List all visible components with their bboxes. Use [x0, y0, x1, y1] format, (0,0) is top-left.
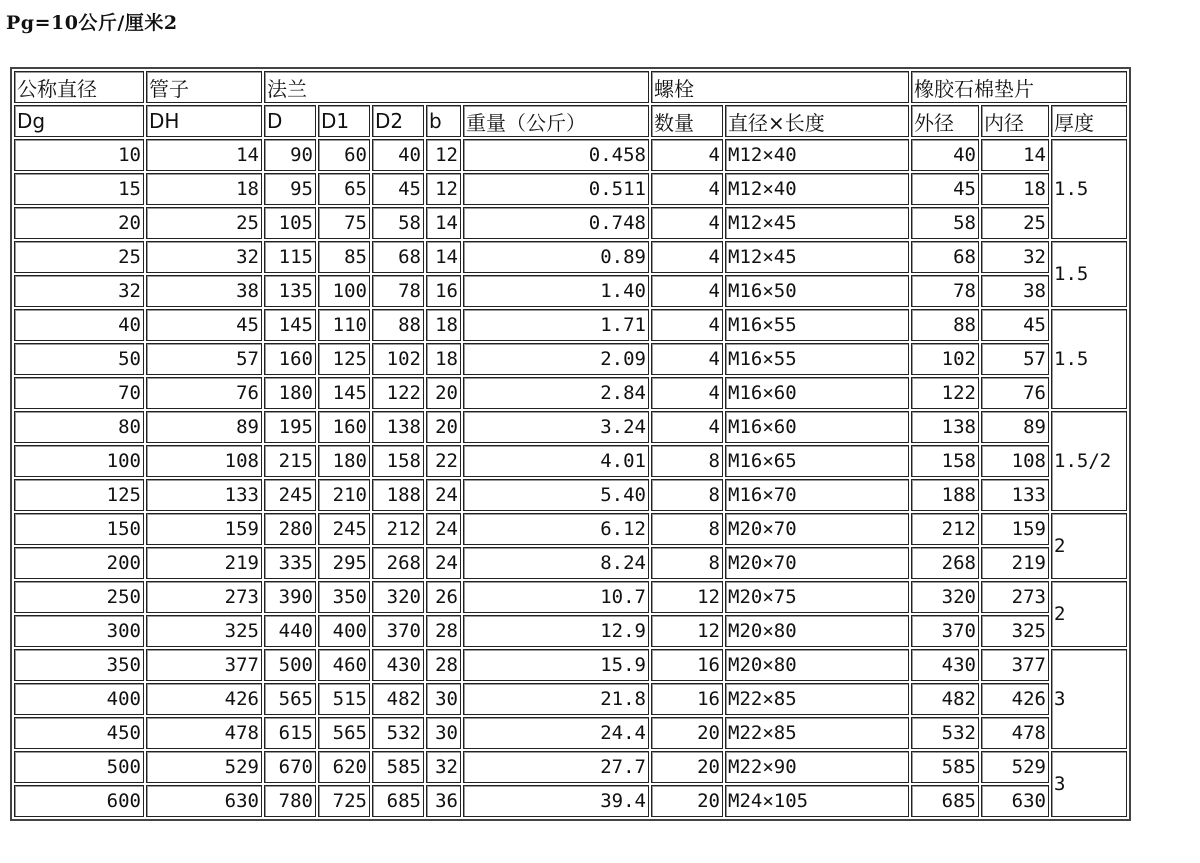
cell-dg: 20 — [14, 207, 144, 239]
cell-outer-diameter: 320 — [911, 581, 979, 613]
cell-bolt-count: 4 — [651, 207, 723, 239]
cell-dg: 300 — [14, 615, 144, 647]
cell-bolt-size: M12×40 — [725, 173, 909, 205]
cell-b: 28 — [426, 649, 461, 681]
cell-d1: 145 — [318, 377, 370, 409]
cell-bolt-size: M22×85 — [725, 717, 909, 749]
cell-weight: 21.8 — [463, 683, 649, 715]
header-d2: D2 — [372, 105, 424, 137]
table-row — [14, 139, 1127, 171]
cell-d: 135 — [264, 275, 316, 307]
cell-bolt-size: M16×60 — [725, 377, 909, 409]
table-row — [14, 207, 1127, 239]
cell-dh: 38 — [146, 275, 262, 307]
header-thickness: 厚度 — [1051, 105, 1127, 137]
cell-b: 30 — [426, 717, 461, 749]
cell-dg: 125 — [14, 479, 144, 511]
cell-d: 145 — [264, 309, 316, 341]
cell-d1: 400 — [318, 615, 370, 647]
table-row — [14, 275, 1127, 307]
cell-thickness: 1.5 — [1051, 241, 1127, 307]
cell-bolt-count: 4 — [651, 275, 723, 307]
cell-d1: 85 — [318, 241, 370, 273]
cell-d2: 212 — [372, 513, 424, 545]
cell-dh: 325 — [146, 615, 262, 647]
cell-outer-diameter: 482 — [911, 683, 979, 715]
cell-b: 14 — [426, 207, 461, 239]
header-inner-diameter: 内径 — [981, 105, 1049, 137]
cell-b: 24 — [426, 513, 461, 545]
cell-inner-diameter: 325 — [981, 615, 1049, 647]
cell-d1: 565 — [318, 717, 370, 749]
cell-outer-diameter: 370 — [911, 615, 979, 647]
cell-thickness: 1.5 — [1051, 139, 1127, 239]
cell-d1: 110 — [318, 309, 370, 341]
cell-bolt-size: M16×55 — [725, 309, 909, 341]
cell-inner-diameter: 159 — [981, 513, 1049, 545]
table-row — [14, 377, 1127, 409]
cell-dh: 426 — [146, 683, 262, 715]
table-row — [14, 309, 1127, 341]
cell-bolt-size: M16×50 — [725, 275, 909, 307]
cell-bolt-count: 8 — [651, 479, 723, 511]
cell-weight: 12.9 — [463, 615, 649, 647]
cell-d1: 160 — [318, 411, 370, 443]
cell-dh: 25 — [146, 207, 262, 239]
cell-bolt-count: 4 — [651, 377, 723, 409]
header-group-row — [14, 71, 1127, 103]
cell-inner-diameter: 57 — [981, 343, 1049, 375]
cell-d2: 430 — [372, 649, 424, 681]
cell-bolt-size: M16×55 — [725, 343, 909, 375]
cell-inner-diameter: 273 — [981, 581, 1049, 613]
cell-dh: 14 — [146, 139, 262, 171]
cell-outer-diameter: 88 — [911, 309, 979, 341]
header-b: b — [426, 105, 461, 137]
cell-dg: 600 — [14, 785, 144, 817]
cell-d1: 100 — [318, 275, 370, 307]
cell-bolt-count: 16 — [651, 683, 723, 715]
cell-d: 670 — [264, 751, 316, 783]
cell-d1: 180 — [318, 445, 370, 477]
cell-dg: 450 — [14, 717, 144, 749]
table-row — [14, 343, 1127, 375]
cell-weight: 1.71 — [463, 309, 649, 341]
cell-outer-diameter: 212 — [911, 513, 979, 545]
cell-bolt-count: 8 — [651, 547, 723, 579]
cell-b: 26 — [426, 581, 461, 613]
header-outer-diameter: 外径 — [911, 105, 979, 137]
cell-dh: 133 — [146, 479, 262, 511]
header-bolt-count: 数量 — [651, 105, 723, 137]
cell-weight: 2.09 — [463, 343, 649, 375]
page-title: Pg=10公斤/厘米2 — [6, 12, 178, 34]
cell-bolt-count: 4 — [651, 173, 723, 205]
cell-thickness: 2 — [1051, 581, 1127, 647]
table-row — [14, 411, 1127, 443]
table-row — [14, 581, 1127, 613]
table-row — [14, 751, 1127, 783]
cell-inner-diameter: 45 — [981, 309, 1049, 341]
cell-d2: 268 — [372, 547, 424, 579]
cell-b: 18 — [426, 309, 461, 341]
cell-bolt-count: 12 — [651, 581, 723, 613]
cell-weight: 6.12 — [463, 513, 649, 545]
cell-inner-diameter: 377 — [981, 649, 1049, 681]
cell-d2: 102 — [372, 343, 424, 375]
cell-outer-diameter: 532 — [911, 717, 979, 749]
cell-bolt-size: M16×70 — [725, 479, 909, 511]
cell-dh: 57 — [146, 343, 262, 375]
cell-dg: 350 — [14, 649, 144, 681]
cell-d1: 210 — [318, 479, 370, 511]
cell-weight: 15.9 — [463, 649, 649, 681]
table-row — [14, 547, 1127, 579]
cell-d: 95 — [264, 173, 316, 205]
cell-outer-diameter: 268 — [911, 547, 979, 579]
cell-bolt-count: 4 — [651, 309, 723, 341]
table-row — [14, 173, 1127, 205]
cell-dh: 630 — [146, 785, 262, 817]
header-gasket: 橡胶石棉垫片 — [911, 71, 1127, 103]
cell-d1: 245 — [318, 513, 370, 545]
cell-bolt-count: 4 — [651, 411, 723, 443]
cell-weight: 2.84 — [463, 377, 649, 409]
cell-bolt-size: M22×85 — [725, 683, 909, 715]
cell-bolt-size: M20×80 — [725, 615, 909, 647]
cell-outer-diameter: 158 — [911, 445, 979, 477]
cell-thickness: 2 — [1051, 513, 1127, 579]
header-d: D — [264, 105, 316, 137]
cell-weight: 27.7 — [463, 751, 649, 783]
cell-b: 20 — [426, 377, 461, 409]
cell-weight: 0.748 — [463, 207, 649, 239]
cell-d2: 45 — [372, 173, 424, 205]
cell-thickness: 1.5 — [1051, 309, 1127, 409]
cell-weight: 8.24 — [463, 547, 649, 579]
cell-dg: 100 — [14, 445, 144, 477]
cell-bolt-size: M20×70 — [725, 513, 909, 545]
cell-outer-diameter: 40 — [911, 139, 979, 171]
cell-dg: 40 — [14, 309, 144, 341]
cell-d1: 350 — [318, 581, 370, 613]
header-bolt-size: 直径×长度 — [725, 105, 909, 137]
cell-inner-diameter: 426 — [981, 683, 1049, 715]
cell-d: 440 — [264, 615, 316, 647]
cell-inner-diameter: 14 — [981, 139, 1049, 171]
cell-dg: 80 — [14, 411, 144, 443]
cell-dh: 377 — [146, 649, 262, 681]
cell-d1: 75 — [318, 207, 370, 239]
cell-d2: 40 — [372, 139, 424, 171]
cell-inner-diameter: 32 — [981, 241, 1049, 273]
table-row — [14, 785, 1127, 817]
cell-thickness: 3 — [1051, 649, 1127, 749]
cell-weight: 0.511 — [463, 173, 649, 205]
cell-bolt-count: 4 — [651, 241, 723, 273]
cell-outer-diameter: 45 — [911, 173, 979, 205]
cell-bolt-size: M12×45 — [725, 207, 909, 239]
cell-bolt-size: M24×105 — [725, 785, 909, 817]
cell-outer-diameter: 585 — [911, 751, 979, 783]
cell-d: 215 — [264, 445, 316, 477]
cell-d: 115 — [264, 241, 316, 273]
cell-bolt-count: 12 — [651, 615, 723, 647]
cell-outer-diameter: 188 — [911, 479, 979, 511]
table-row — [14, 445, 1127, 477]
cell-b: 12 — [426, 173, 461, 205]
cell-dh: 529 — [146, 751, 262, 783]
cell-d2: 320 — [372, 581, 424, 613]
cell-b: 22 — [426, 445, 461, 477]
cell-b: 24 — [426, 479, 461, 511]
cell-d: 500 — [264, 649, 316, 681]
cell-bolt-count: 4 — [651, 343, 723, 375]
cell-b: 14 — [426, 241, 461, 273]
cell-inner-diameter: 108 — [981, 445, 1049, 477]
cell-d: 180 — [264, 377, 316, 409]
cell-dg: 25 — [14, 241, 144, 273]
header-dh: DH — [146, 105, 262, 137]
table-row — [14, 513, 1127, 545]
cell-outer-diameter: 102 — [911, 343, 979, 375]
cell-d2: 188 — [372, 479, 424, 511]
cell-dh: 18 — [146, 173, 262, 205]
cell-dh: 219 — [146, 547, 262, 579]
cell-dg: 200 — [14, 547, 144, 579]
cell-d1: 460 — [318, 649, 370, 681]
cell-inner-diameter: 25 — [981, 207, 1049, 239]
table-row — [14, 649, 1127, 681]
cell-d2: 532 — [372, 717, 424, 749]
cell-d2: 122 — [372, 377, 424, 409]
cell-weight: 4.01 — [463, 445, 649, 477]
cell-d1: 295 — [318, 547, 370, 579]
cell-inner-diameter: 38 — [981, 275, 1049, 307]
cell-dh: 159 — [146, 513, 262, 545]
cell-b: 36 — [426, 785, 461, 817]
cell-thickness: 1.5/2 — [1051, 411, 1127, 511]
cell-b: 28 — [426, 615, 461, 647]
cell-bolt-size: M20×75 — [725, 581, 909, 613]
cell-dg: 500 — [14, 751, 144, 783]
cell-b: 30 — [426, 683, 461, 715]
cell-d1: 65 — [318, 173, 370, 205]
cell-dh: 108 — [146, 445, 262, 477]
cell-weight: 0.458 — [463, 139, 649, 171]
cell-inner-diameter: 478 — [981, 717, 1049, 749]
cell-bolt-size: M16×65 — [725, 445, 909, 477]
cell-weight: 3.24 — [463, 411, 649, 443]
header-dg: Dg — [14, 105, 144, 137]
cell-dg: 50 — [14, 343, 144, 375]
cell-bolt-count: 8 — [651, 445, 723, 477]
cell-d2: 68 — [372, 241, 424, 273]
cell-dg: 10 — [14, 139, 144, 171]
cell-bolt-size: M20×80 — [725, 649, 909, 681]
cell-bolt-count: 20 — [651, 717, 723, 749]
cell-d: 615 — [264, 717, 316, 749]
table-row — [14, 241, 1127, 273]
cell-weight: 10.7 — [463, 581, 649, 613]
cell-thickness: 3 — [1051, 751, 1127, 817]
cell-d1: 125 — [318, 343, 370, 375]
cell-d: 780 — [264, 785, 316, 817]
cell-d: 565 — [264, 683, 316, 715]
cell-d: 160 — [264, 343, 316, 375]
cell-b: 18 — [426, 343, 461, 375]
header-flange: 法兰 — [264, 71, 649, 103]
cell-bolt-count: 16 — [651, 649, 723, 681]
cell-b: 32 — [426, 751, 461, 783]
cell-b: 24 — [426, 547, 461, 579]
header-pipe: 管子 — [146, 71, 262, 103]
cell-bolt-size: M12×45 — [725, 241, 909, 273]
cell-inner-diameter: 630 — [981, 785, 1049, 817]
cell-d2: 138 — [372, 411, 424, 443]
cell-d2: 88 — [372, 309, 424, 341]
cell-d1: 515 — [318, 683, 370, 715]
cell-d1: 60 — [318, 139, 370, 171]
cell-d1: 725 — [318, 785, 370, 817]
cell-d: 245 — [264, 479, 316, 511]
cell-inner-diameter: 76 — [981, 377, 1049, 409]
cell-inner-diameter: 89 — [981, 411, 1049, 443]
cell-d: 105 — [264, 207, 316, 239]
cell-inner-diameter: 133 — [981, 479, 1049, 511]
table-row — [14, 479, 1127, 511]
cell-dh: 478 — [146, 717, 262, 749]
cell-outer-diameter: 685 — [911, 785, 979, 817]
cell-dg: 32 — [14, 275, 144, 307]
cell-outer-diameter: 78 — [911, 275, 979, 307]
cell-d2: 585 — [372, 751, 424, 783]
table-row — [14, 683, 1127, 715]
cell-dh: 45 — [146, 309, 262, 341]
cell-bolt-count: 8 — [651, 513, 723, 545]
cell-weight: 39.4 — [463, 785, 649, 817]
cell-weight: 0.89 — [463, 241, 649, 273]
cell-bolt-size: M16×60 — [725, 411, 909, 443]
cell-d1: 620 — [318, 751, 370, 783]
cell-bolt-count: 4 — [651, 139, 723, 171]
cell-d: 390 — [264, 581, 316, 613]
cell-d: 90 — [264, 139, 316, 171]
table-row — [14, 615, 1127, 647]
cell-outer-diameter: 430 — [911, 649, 979, 681]
cell-b: 16 — [426, 275, 461, 307]
cell-d2: 78 — [372, 275, 424, 307]
cell-dh: 76 — [146, 377, 262, 409]
header-bolt: 螺栓 — [651, 71, 909, 103]
cell-dg: 150 — [14, 513, 144, 545]
cell-bolt-size: M22×90 — [725, 751, 909, 783]
cell-bolt-size: M20×70 — [725, 547, 909, 579]
header-nominal-diameter: 公称直径 — [14, 71, 144, 103]
cell-outer-diameter: 68 — [911, 241, 979, 273]
cell-weight: 24.4 — [463, 717, 649, 749]
cell-bolt-size: M12×40 — [725, 139, 909, 171]
cell-b: 12 — [426, 139, 461, 171]
cell-d2: 158 — [372, 445, 424, 477]
cell-inner-diameter: 529 — [981, 751, 1049, 783]
cell-d: 280 — [264, 513, 316, 545]
header-weight: 重量（公斤） — [463, 105, 649, 137]
cell-d: 335 — [264, 547, 316, 579]
cell-outer-diameter: 138 — [911, 411, 979, 443]
cell-weight: 5.40 — [463, 479, 649, 511]
cell-outer-diameter: 58 — [911, 207, 979, 239]
cell-inner-diameter: 219 — [981, 547, 1049, 579]
cell-dh: 273 — [146, 581, 262, 613]
cell-dh: 89 — [146, 411, 262, 443]
cell-inner-diameter: 18 — [981, 173, 1049, 205]
table-row — [14, 717, 1127, 749]
cell-weight: 1.40 — [463, 275, 649, 307]
header-sub-row — [14, 105, 1127, 137]
header-d1: D1 — [318, 105, 370, 137]
cell-d2: 685 — [372, 785, 424, 817]
cell-d2: 482 — [372, 683, 424, 715]
cell-d: 195 — [264, 411, 316, 443]
cell-bolt-count: 20 — [651, 785, 723, 817]
cell-b: 20 — [426, 411, 461, 443]
cell-dg: 70 — [14, 377, 144, 409]
cell-dg: 15 — [14, 173, 144, 205]
flange-spec-table — [10, 67, 1131, 821]
cell-dg: 400 — [14, 683, 144, 715]
cell-d2: 58 — [372, 207, 424, 239]
cell-outer-diameter: 122 — [911, 377, 979, 409]
cell-d2: 370 — [372, 615, 424, 647]
cell-bolt-count: 20 — [651, 751, 723, 783]
cell-dg: 250 — [14, 581, 144, 613]
cell-dh: 32 — [146, 241, 262, 273]
